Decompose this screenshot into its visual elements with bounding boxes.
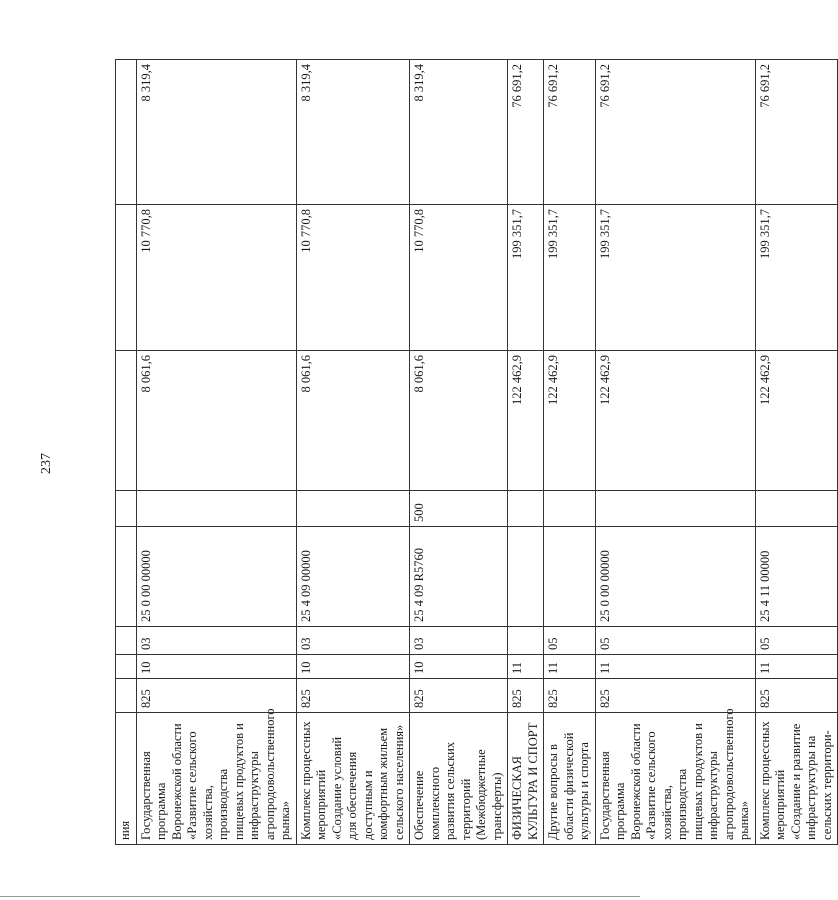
- budget-table-area: [115, 60, 834, 845]
- csr-cell: 25 0 00 00000: [595, 527, 755, 627]
- rz-cell: 10: [136, 655, 296, 679]
- name-cell: Государственная программа Воронежской области «Развитие сельского хозяйства, производства пищевых продуктов и инфраструктуры агропродовольственного рынка»: [595, 713, 755, 845]
- vr-cell: [544, 491, 596, 527]
- vr-cell: [755, 491, 838, 527]
- value-2-cell: 199 351,7: [595, 205, 755, 351]
- table-body: [116, 60, 838, 845]
- table-row: [595, 60, 755, 845]
- gr-cell: 825: [296, 679, 410, 713]
- gr-cell: 825: [136, 679, 296, 713]
- pr-cell: [508, 627, 544, 655]
- table-row: [508, 60, 544, 845]
- rz-cell: 11: [755, 655, 838, 679]
- rz-cell: 11: [544, 655, 596, 679]
- value-3-cell: 76 691,2: [544, 60, 596, 205]
- csr-cell: 25 4 09 R5760: [410, 527, 508, 627]
- pr-cell: 05: [595, 627, 755, 655]
- value-1-cell: 8 061,6: [136, 351, 296, 491]
- gr-cell: 825: [595, 679, 755, 713]
- value-2-cell: 199 351,7: [508, 205, 544, 351]
- csr-cell: [544, 527, 596, 627]
- gr-cell: 825: [544, 679, 596, 713]
- value-3-cell: 76 691,2: [755, 60, 838, 205]
- value-2-cell: 10 770,8: [136, 205, 296, 351]
- name-cell: Другие вопросы в области физической культуры и спорта: [544, 713, 596, 845]
- csr-cell: 25 4 11 00000: [755, 527, 838, 627]
- table-row: [410, 60, 508, 845]
- rz-cell: 11: [595, 655, 755, 679]
- name-cell: Комплекс процессных мероприятий «Создание и развитие инфраструктуры на сельских территори-: [755, 713, 838, 845]
- value-1-cell: 122 462,9: [508, 351, 544, 491]
- gr-cell: 825: [755, 679, 838, 713]
- value-3-cell: 76 691,2: [508, 60, 544, 205]
- rz-cell: [116, 655, 137, 679]
- rz-cell: 10: [296, 655, 410, 679]
- rz-cell: 10: [410, 655, 508, 679]
- value-2-cell: [116, 205, 137, 351]
- pr-cell: 03: [410, 627, 508, 655]
- csr-cell: 25 0 00 00000: [136, 527, 296, 627]
- rz-cell: 11: [508, 655, 544, 679]
- csr-cell: [116, 527, 137, 627]
- gr-cell: 825: [508, 679, 544, 713]
- vr-cell: [116, 491, 137, 527]
- csr-cell: [508, 527, 544, 627]
- budget-table: [115, 59, 838, 845]
- value-3-cell: 8 319,4: [410, 60, 508, 205]
- table-row: [755, 60, 838, 845]
- value-2-cell: 199 351,7: [755, 205, 838, 351]
- page-bottom-rule: [0, 896, 640, 897]
- vr-cell: 500: [410, 491, 508, 527]
- csr-cell: 25 4 09 00000: [296, 527, 410, 627]
- vr-cell: [508, 491, 544, 527]
- pr-cell: 03: [136, 627, 296, 655]
- name-cell: Государственная программа Воронежской области «Развитие сельского хозяйства, производства пищевых продуктов и инфраструктуры агропродовольственного рынка»: [136, 713, 296, 845]
- table-row: [544, 60, 596, 845]
- value-1-cell: [116, 351, 137, 491]
- value-3-cell: 8 319,4: [136, 60, 296, 205]
- gr-cell: [116, 679, 137, 713]
- vr-cell: [595, 491, 755, 527]
- name-cell: Обеспечение комплексного развития сельских территорий (Межбюджетные трансферты): [410, 713, 508, 845]
- pr-cell: 03: [296, 627, 410, 655]
- value-1-cell: 8 061,6: [410, 351, 508, 491]
- pr-cell: 05: [755, 627, 838, 655]
- name-cell: Комплекс процессных мероприятий «Создание условий для обеспечения доступным и комфортным жильем сельского населения»: [296, 713, 410, 845]
- table-row: [116, 60, 137, 845]
- value-2-cell: 10 770,8: [296, 205, 410, 351]
- gr-cell: 825: [410, 679, 508, 713]
- pr-cell: [116, 627, 137, 655]
- value-2-cell: 10 770,8: [410, 205, 508, 351]
- value-3-cell: 8 319,4: [296, 60, 410, 205]
- vr-cell: [136, 491, 296, 527]
- rotated-page-content: [115, 60, 834, 845]
- value-1-cell: 122 462,9: [755, 351, 838, 491]
- name-cell: ФИЗИЧЕСКАЯ КУЛЬТУРА И СПОРТ: [508, 713, 544, 845]
- page-number: 237: [39, 453, 54, 474]
- value-1-cell: 122 462,9: [595, 351, 755, 491]
- value-3-cell: 76 691,2: [595, 60, 755, 205]
- table-row: [136, 60, 296, 845]
- vr-cell: [296, 491, 410, 527]
- table-row: [296, 60, 410, 845]
- value-2-cell: 199 351,7: [544, 205, 596, 351]
- value-3-cell: [116, 60, 137, 205]
- name-cell: ния: [116, 713, 137, 845]
- pr-cell: 05: [544, 627, 596, 655]
- value-1-cell: 122 462,9: [544, 351, 596, 491]
- value-1-cell: 8 061,6: [296, 351, 410, 491]
